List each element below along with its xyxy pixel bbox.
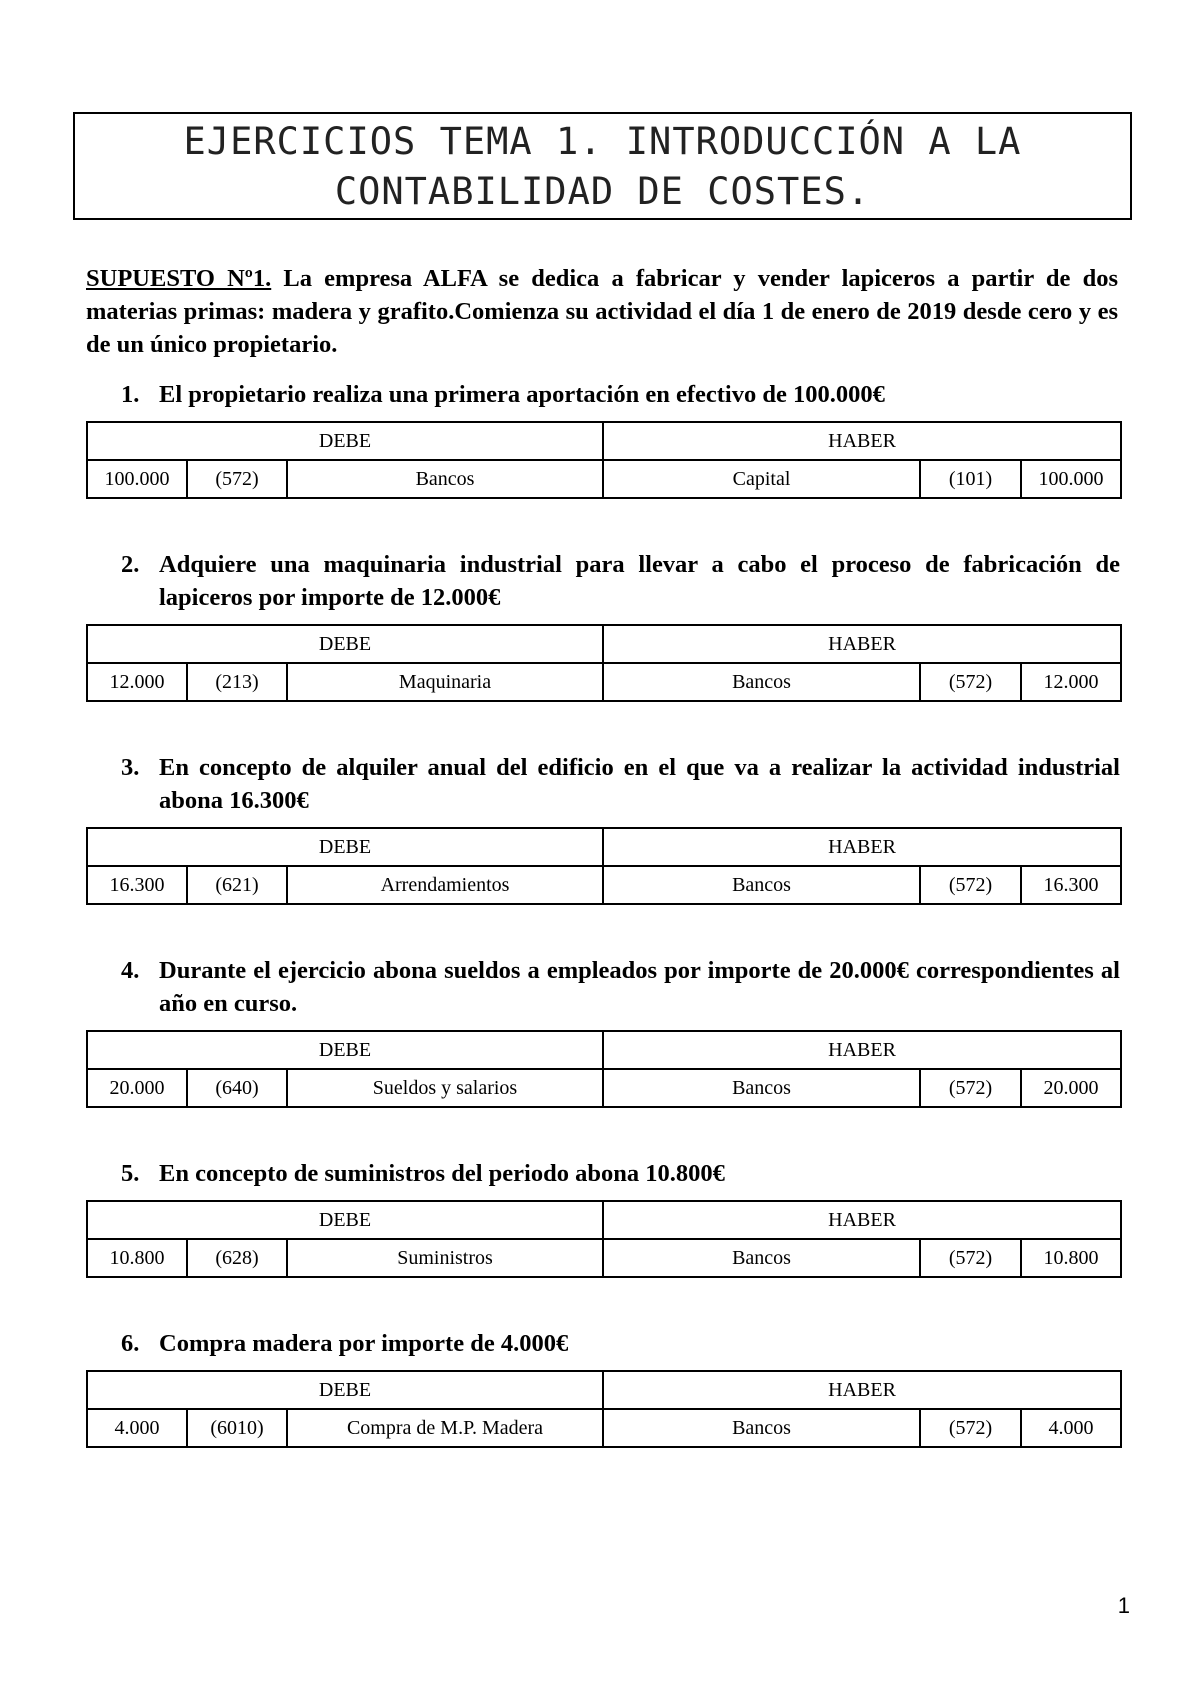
- debit-account: Arrendamientos: [287, 866, 603, 904]
- exercise-text: El propietario realiza una primera aportación en efectivo de 100.000€: [159, 381, 885, 408]
- credit-code: (101): [920, 460, 1021, 498]
- credit-code: (572): [920, 866, 1021, 904]
- exercise-text: Durante el ejercicio abona sueldos a empleados por importe de 20.000€ correspondientes al año en curso.: [159, 957, 1120, 1017]
- page-number: 1: [1117, 1593, 1130, 1618]
- debit-account: Sueldos y salarios: [287, 1069, 603, 1107]
- journal-entry-table: [86, 1030, 1122, 1108]
- haber-header: HABER: [603, 422, 1121, 460]
- exercise-question: [86, 751, 1120, 817]
- debit-account: Compra de M.P. Madera: [287, 1409, 603, 1447]
- credit-code: (572): [920, 1409, 1021, 1447]
- exercise-number: 4.: [121, 957, 140, 984]
- haber-header: HABER: [603, 1031, 1121, 1069]
- credit-amount: 100.000: [1021, 460, 1121, 498]
- table-header-row: [87, 422, 1121, 460]
- debit-code: (628): [187, 1239, 287, 1277]
- debe-header: DEBE: [87, 828, 603, 866]
- haber-header: HABER: [603, 828, 1121, 866]
- debit-account: Suministros: [287, 1239, 603, 1277]
- credit-code: (572): [920, 663, 1021, 701]
- journal-entry-table: [86, 827, 1122, 905]
- exercise-question: [86, 378, 1120, 411]
- journal-entry-table: [86, 421, 1122, 499]
- exercise-6: [86, 1327, 1120, 1448]
- table-row: [87, 1409, 1121, 1447]
- exercise-question: [86, 1327, 1120, 1360]
- debit-code: (6010): [187, 1409, 287, 1447]
- debe-header: DEBE: [87, 625, 603, 663]
- credit-account: Capital: [603, 460, 920, 498]
- credit-amount: 20.000: [1021, 1069, 1121, 1107]
- exercise-4: [86, 954, 1120, 1108]
- debit-amount: 20.000: [87, 1069, 187, 1107]
- exercise-number: 3.: [121, 754, 140, 781]
- table-header-row: [87, 828, 1121, 866]
- debe-header: DEBE: [87, 422, 603, 460]
- debit-account: Maquinaria: [287, 663, 603, 701]
- debe-header: DEBE: [87, 1371, 603, 1409]
- title-line-2: CONTABILIDAD DE COSTES.: [334, 170, 871, 213]
- table-header-row: [87, 625, 1121, 663]
- exercise-text: En concepto de alquiler anual del edificio en el que va a realizar la actividad industrial abona 16.300€: [159, 754, 1120, 814]
- credit-amount: 16.300: [1021, 866, 1121, 904]
- journal-entry-table: [86, 624, 1122, 702]
- exercise-text: Compra madera por importe de 4.000€: [159, 1330, 569, 1357]
- title-box: [73, 112, 1132, 220]
- debit-amount: 100.000: [87, 460, 187, 498]
- debit-amount: 4.000: [87, 1409, 187, 1447]
- debe-header: DEBE: [87, 1201, 603, 1239]
- table-row: [87, 1239, 1121, 1277]
- exercise-text: En concepto de suministros del periodo abona 10.800€: [159, 1160, 725, 1187]
- exercise-number: 6.: [121, 1330, 140, 1357]
- exercise-number: 1.: [121, 381, 140, 408]
- credit-code: (572): [920, 1239, 1021, 1277]
- credit-account: Bancos: [603, 663, 920, 701]
- exercise-3: [86, 751, 1120, 905]
- debit-code: (640): [187, 1069, 287, 1107]
- debe-header: DEBE: [87, 1031, 603, 1069]
- haber-header: HABER: [603, 1201, 1121, 1239]
- credit-account: Bancos: [603, 866, 920, 904]
- exercise-question: [86, 548, 1120, 614]
- debit-amount: 12.000: [87, 663, 187, 701]
- credit-account: Bancos: [603, 1409, 920, 1447]
- intro-paragraph: [86, 262, 1118, 361]
- exercise-2: [86, 548, 1120, 702]
- table-row: [87, 663, 1121, 701]
- exercise-question: [86, 1157, 1120, 1190]
- haber-header: HABER: [603, 1371, 1121, 1409]
- credit-amount: 10.800: [1021, 1239, 1121, 1277]
- journal-entry-table: [86, 1370, 1122, 1448]
- journal-entry-table: [86, 1200, 1122, 1278]
- debit-amount: 16.300: [87, 866, 187, 904]
- exercise-text: Adquiere una maquinaria industrial para llevar a cabo el proceso de fabricación de lapiceros por importe de 12.000€: [159, 551, 1120, 611]
- exercise-question: [86, 954, 1120, 1020]
- debit-code: (213): [187, 663, 287, 701]
- debit-code: (621): [187, 866, 287, 904]
- table-header-row: [87, 1031, 1121, 1069]
- title-line-1: EJERCICIOS TEMA 1. INTRODUCCIÓN A LA: [183, 120, 1022, 163]
- table-header-row: [87, 1201, 1121, 1239]
- haber-header: HABER: [603, 625, 1121, 663]
- debit-amount: 10.800: [87, 1239, 187, 1277]
- credit-amount: 12.000: [1021, 663, 1121, 701]
- credit-account: Bancos: [603, 1069, 920, 1107]
- table-row: [87, 1069, 1121, 1107]
- debit-account: Bancos: [287, 460, 603, 498]
- table-row: [87, 460, 1121, 498]
- credit-code: (572): [920, 1069, 1021, 1107]
- credit-account: Bancos: [603, 1239, 920, 1277]
- debit-code: (572): [187, 460, 287, 498]
- exercise-1: [86, 378, 1120, 499]
- table-row: [87, 866, 1121, 904]
- exercise-5: [86, 1157, 1120, 1278]
- exercise-number: 5.: [121, 1160, 140, 1187]
- supuesto-label: SUPUESTO Nº1.: [86, 265, 272, 292]
- credit-amount: 4.000: [1021, 1409, 1121, 1447]
- exercise-number: 2.: [121, 551, 140, 578]
- table-header-row: [87, 1371, 1121, 1409]
- intro-text: La empresa ALFA se dedica a fabricar y vender lapiceros a partir de dos materias primas: madera y grafito.Comienza su actividad el día 1 de enero de 2019 desde cero y es de un único propietario.: [86, 265, 1118, 358]
